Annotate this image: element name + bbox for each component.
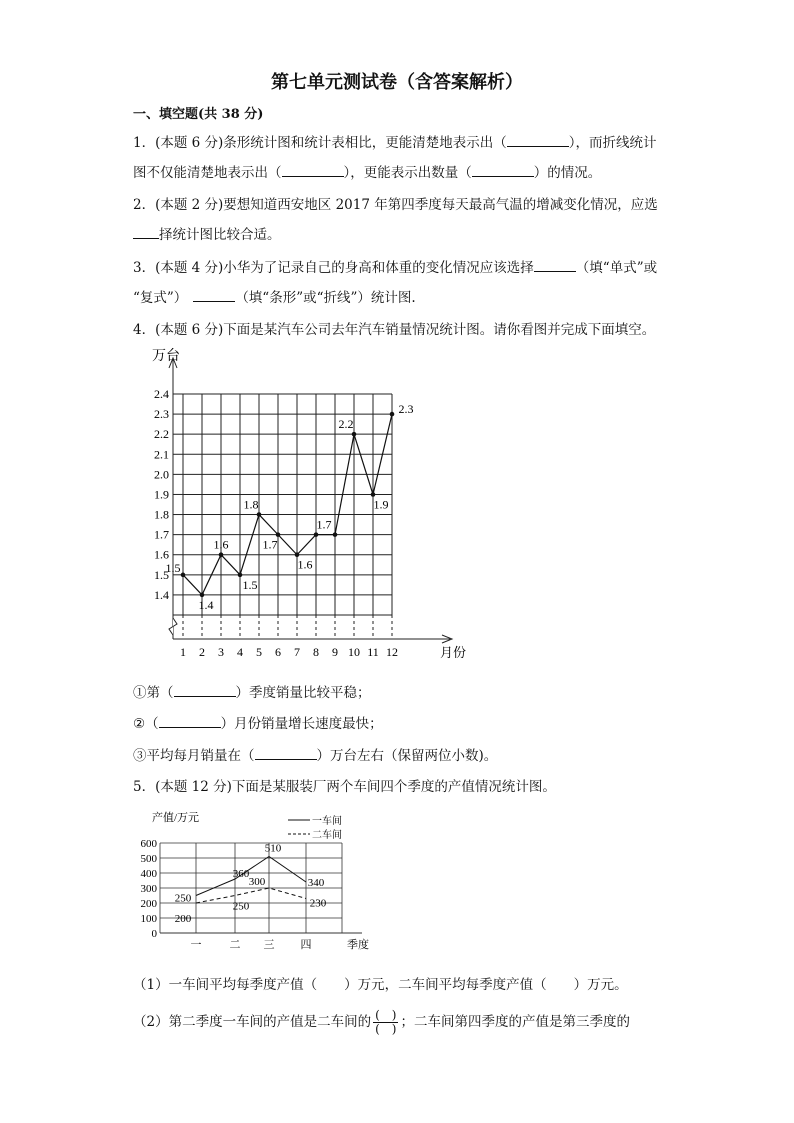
y-tick-label: 1.9 — [154, 487, 169, 502]
data-label: 1.7 — [262, 537, 278, 552]
x-tick-label: 三 — [263, 939, 275, 951]
data-label: 300 — [248, 876, 266, 888]
x-tick-label: 3 — [218, 645, 224, 659]
y-tick-label: 1.4 — [154, 587, 169, 602]
data-label: 1.5 — [242, 577, 258, 592]
question-1-line-1: 1．(本题 6 分)条形统计图和统计表相比，更能清楚地表示出（ ），而折线统计 — [133, 135, 657, 151]
y-tick-label: 400 — [140, 868, 157, 880]
data-point — [257, 512, 262, 517]
x-tick-label: 8 — [313, 645, 319, 659]
y-tick-label: 2.1 — [154, 447, 169, 462]
axis-break — [169, 615, 177, 639]
question-2-line-1: 2．(本题 2 分)要想知道西安地区 2017 年第四季度每天最高气温的增减变化情况，应选 — [133, 197, 658, 213]
data-label: 360 — [232, 868, 250, 880]
answer-blank[interactable] — [174, 684, 236, 697]
data-label: 340 — [307, 877, 325, 889]
x-tick-label: 12 — [386, 645, 398, 659]
question-5-line: 5．(本题 12 分)下面是某服装厂两个车间四个季度的产值情况统计图。 — [133, 779, 556, 795]
x-tick-label: 4 — [237, 645, 243, 659]
answer-blank[interactable] — [472, 164, 534, 177]
legend-label: 一车间 — [312, 816, 342, 827]
data-label: 250 — [232, 900, 250, 913]
answer-blank[interactable] — [255, 747, 317, 760]
answer-blank[interactable] — [133, 226, 159, 239]
data-label: 250 — [174, 892, 192, 905]
answer-blank[interactable] — [282, 164, 344, 177]
data-label: 200 — [174, 913, 192, 925]
data-point — [371, 492, 376, 497]
x-tick-label: 10 — [348, 645, 360, 659]
answer-blank[interactable] — [507, 134, 569, 147]
y-tick-label: 100 — [140, 913, 157, 925]
data-point — [314, 532, 319, 537]
y-tick-label: 2.3 — [154, 407, 169, 422]
data-label: 2.3 — [398, 402, 414, 417]
answer-blank[interactable] — [534, 259, 576, 272]
x-axis-label: 月份 — [440, 645, 467, 660]
question-5-sub-1: （1）一车间平均每季度产值（ ）万元，二车间平均每季度产值（ ）万元。 — [133, 977, 628, 993]
fraction-blank[interactable]: $\frac{( )}{( )}$ — [375, 1008, 397, 1036]
question-1-line-2: 图不仅能清楚地表示出（ ），更能表示出数量（ ）的情况。 — [133, 165, 602, 181]
data-point — [352, 432, 357, 437]
data-label: 1.4 — [198, 597, 214, 612]
answer-blank[interactable] — [159, 715, 221, 728]
y-tick-label: 1.6 — [154, 547, 169, 562]
answer-blank[interactable] — [193, 289, 235, 302]
legend-label: 二车间 — [312, 830, 342, 841]
data-label: 1.9 — [373, 497, 389, 512]
y-tick-label: 0 — [151, 928, 157, 940]
question-5-sub-2: （2）第二季度一车间的产值是二车间的 $\frac{( )}{( )}$ ；二车间第四季度的产值是第三季度的 — [133, 1008, 630, 1036]
data-point — [276, 532, 281, 537]
section-heading: 一、填空题(共 38 分) — [133, 107, 264, 122]
question-4-line: 4．(本题 6 分)下面是某汽车公司去年汽车销量情况统计图。请你看图并完成下面填空。 — [133, 322, 656, 338]
workshop-output-chart — [140, 807, 370, 957]
x-tick-label: 四 — [300, 939, 312, 951]
x-tick-label: 5 — [256, 645, 262, 659]
y-tick-label: 1.8 — [154, 507, 169, 522]
x-tick-label: 一 — [190, 939, 202, 951]
y-tick-label: 1.7 — [154, 527, 169, 542]
y-tick-label: 200 — [140, 898, 157, 910]
data-label: 230 — [309, 897, 327, 910]
data-label: 1.6 — [213, 537, 229, 552]
data-label: 1.8 — [243, 497, 259, 512]
x-tick-label: 7 — [294, 645, 300, 659]
y-tick-label: 1.5 — [154, 567, 169, 582]
question-4-sub-1: ①第（ ）季度销量比较平稳； — [133, 685, 371, 701]
x-tick-label: 1 — [180, 645, 186, 659]
data-label: 2.2 — [338, 417, 354, 432]
page-title: 第七单元测试卷（含答案解析） — [271, 72, 523, 93]
question-4-sub-3: ③平均每月销量在（ ）万台左右（保留两位小数)。 — [133, 748, 498, 764]
y-axis-label: 产值/万元 — [152, 812, 200, 824]
data-point — [295, 552, 300, 557]
question-3-line-1: 3．(本题 4 分)小华为了记录自己的身高和体重的变化情况应该选择 （填“单式”或 — [133, 260, 658, 276]
y-tick-label: 500 — [140, 853, 157, 865]
data-point — [219, 552, 224, 557]
question-4-sub-2: ②（ ）月份销量增长速度最快； — [133, 716, 383, 732]
y-tick-label: 2.2 — [154, 427, 169, 442]
data-label: 1.5 — [165, 560, 181, 575]
x-axis-label: 季度 — [347, 939, 369, 951]
y-tick-label: 300 — [140, 883, 157, 895]
x-tick-label: 2 — [199, 645, 205, 659]
question-3-line-2: “复式”） （填“条形”或“折线”）统计图. — [133, 290, 416, 306]
data-label: 1.7 — [316, 517, 332, 532]
y-tick-label: 600 — [140, 838, 157, 850]
data-point — [181, 573, 186, 578]
data-point — [200, 593, 205, 598]
y-axis-label: 万台 — [152, 349, 180, 364]
question-2-line-2: 择统计图比较合适。 — [133, 223, 281, 243]
data-point — [333, 532, 338, 537]
x-tick-label: 11 — [367, 645, 379, 659]
data-point — [390, 412, 395, 417]
x-tick-label: 二 — [229, 939, 241, 951]
y-tick-label: 2.4 — [154, 387, 169, 401]
x-tick-label: 9 — [332, 645, 338, 659]
series-line — [183, 414, 392, 595]
series-line — [196, 888, 306, 903]
data-label: 510 — [264, 842, 282, 855]
x-tick-label: 6 — [275, 645, 281, 659]
data-point — [238, 573, 243, 578]
y-tick-label: 2.0 — [154, 467, 169, 482]
data-label: 1.6 — [297, 557, 313, 572]
sales-line-chart — [140, 340, 480, 670]
